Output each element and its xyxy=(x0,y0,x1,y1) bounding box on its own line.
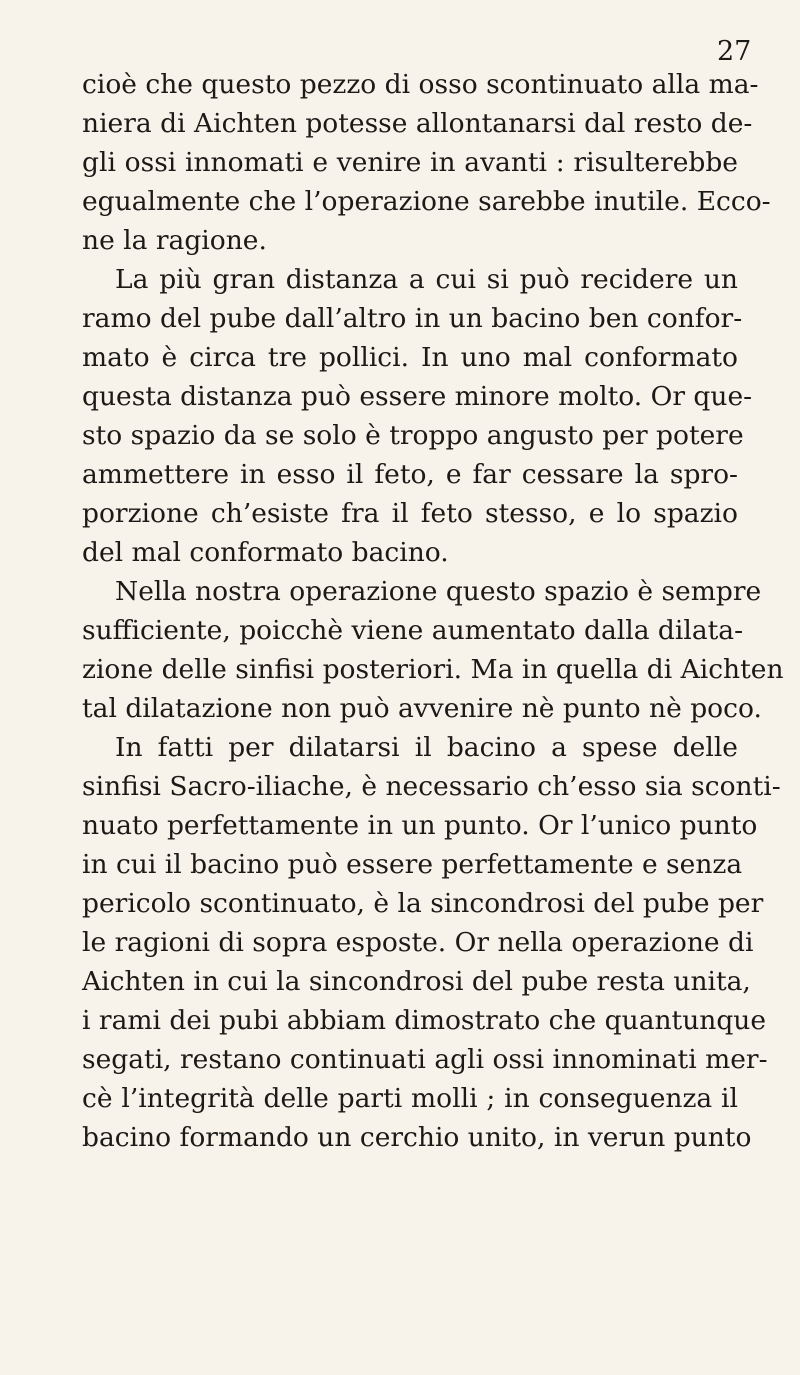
text-line: gli ossi innomati e venire in avanti : risulterebbe xyxy=(82,147,738,178)
text-line: in cui il bacino può essere perfettamente e senza xyxy=(82,849,743,880)
text-line: sinfisi Sacro-iliache, è necessario ch’esso sia sconti- xyxy=(82,771,781,802)
text-line: i rami dei pubi abbiam dimostrato che quantunque xyxy=(82,1005,767,1036)
text-line: zione delle sinfisi posteriori. Ma in quella di Aichten xyxy=(82,654,784,685)
text-line: mato è circa tre pollici. In uno mal conformato xyxy=(82,342,738,373)
text-line: nuato perfettamente in un punto. Or l’unico punto xyxy=(82,810,758,841)
text-line: le ragioni di sopra esposte. Or nella operazione di xyxy=(82,927,754,958)
text-line: ramo del pube dall’altro in un bacino ben confor- xyxy=(82,303,743,334)
text-line: sto spazio da se solo è troppo angusto per potere xyxy=(82,420,744,451)
text-line: del mal conformato bacino. xyxy=(82,537,449,568)
text-line: ammettere in esso il feto, e far cessare la spro- xyxy=(82,459,738,490)
text-line: sufficiente, poicchè viene aumentato dalla dilata- xyxy=(82,615,744,646)
text-line: pericolo scontinuato, è la sincondrosi del pube per xyxy=(82,888,764,919)
text-line: egualmente che l’operazione sarebbe inutile. Ecco- xyxy=(82,186,771,217)
text-line: porzione ch’esiste fra il feto stesso, e lo spazio xyxy=(82,498,738,529)
text-line: tal dilatazione non può avvenire nè punto nè poco. xyxy=(82,693,762,724)
text-line: bacino formando un cerchio unito, in verun punto xyxy=(82,1122,752,1153)
text-line: questa distanza può essere minore molto. Or que- xyxy=(82,381,753,412)
text-line: Aichten in cui la sincondrosi del pube resta unita, xyxy=(82,966,751,997)
body-text xyxy=(82,65,784,1157)
text-line: segati, restano continuati agli ossi innominati mer- xyxy=(82,1044,768,1075)
text-line: cè l’integrità delle parti molli ; in conseguenza il xyxy=(82,1083,738,1114)
page-number: 27 xyxy=(717,36,752,67)
text-line: Nella nostra operazione questo spazio è sempre xyxy=(115,576,762,607)
text-line: La più gran distanza a cui si può recidere un xyxy=(115,264,738,295)
text-line: niera di Aichten potesse allontanarsi dal resto de- xyxy=(82,108,753,139)
text-line: ne la ragione. xyxy=(82,225,267,256)
text-line: cioè che questo pezzo di osso scontinuato alla ma- xyxy=(82,69,759,100)
text-line: In fatti per dilatarsi il bacino a spese delle xyxy=(115,732,738,763)
